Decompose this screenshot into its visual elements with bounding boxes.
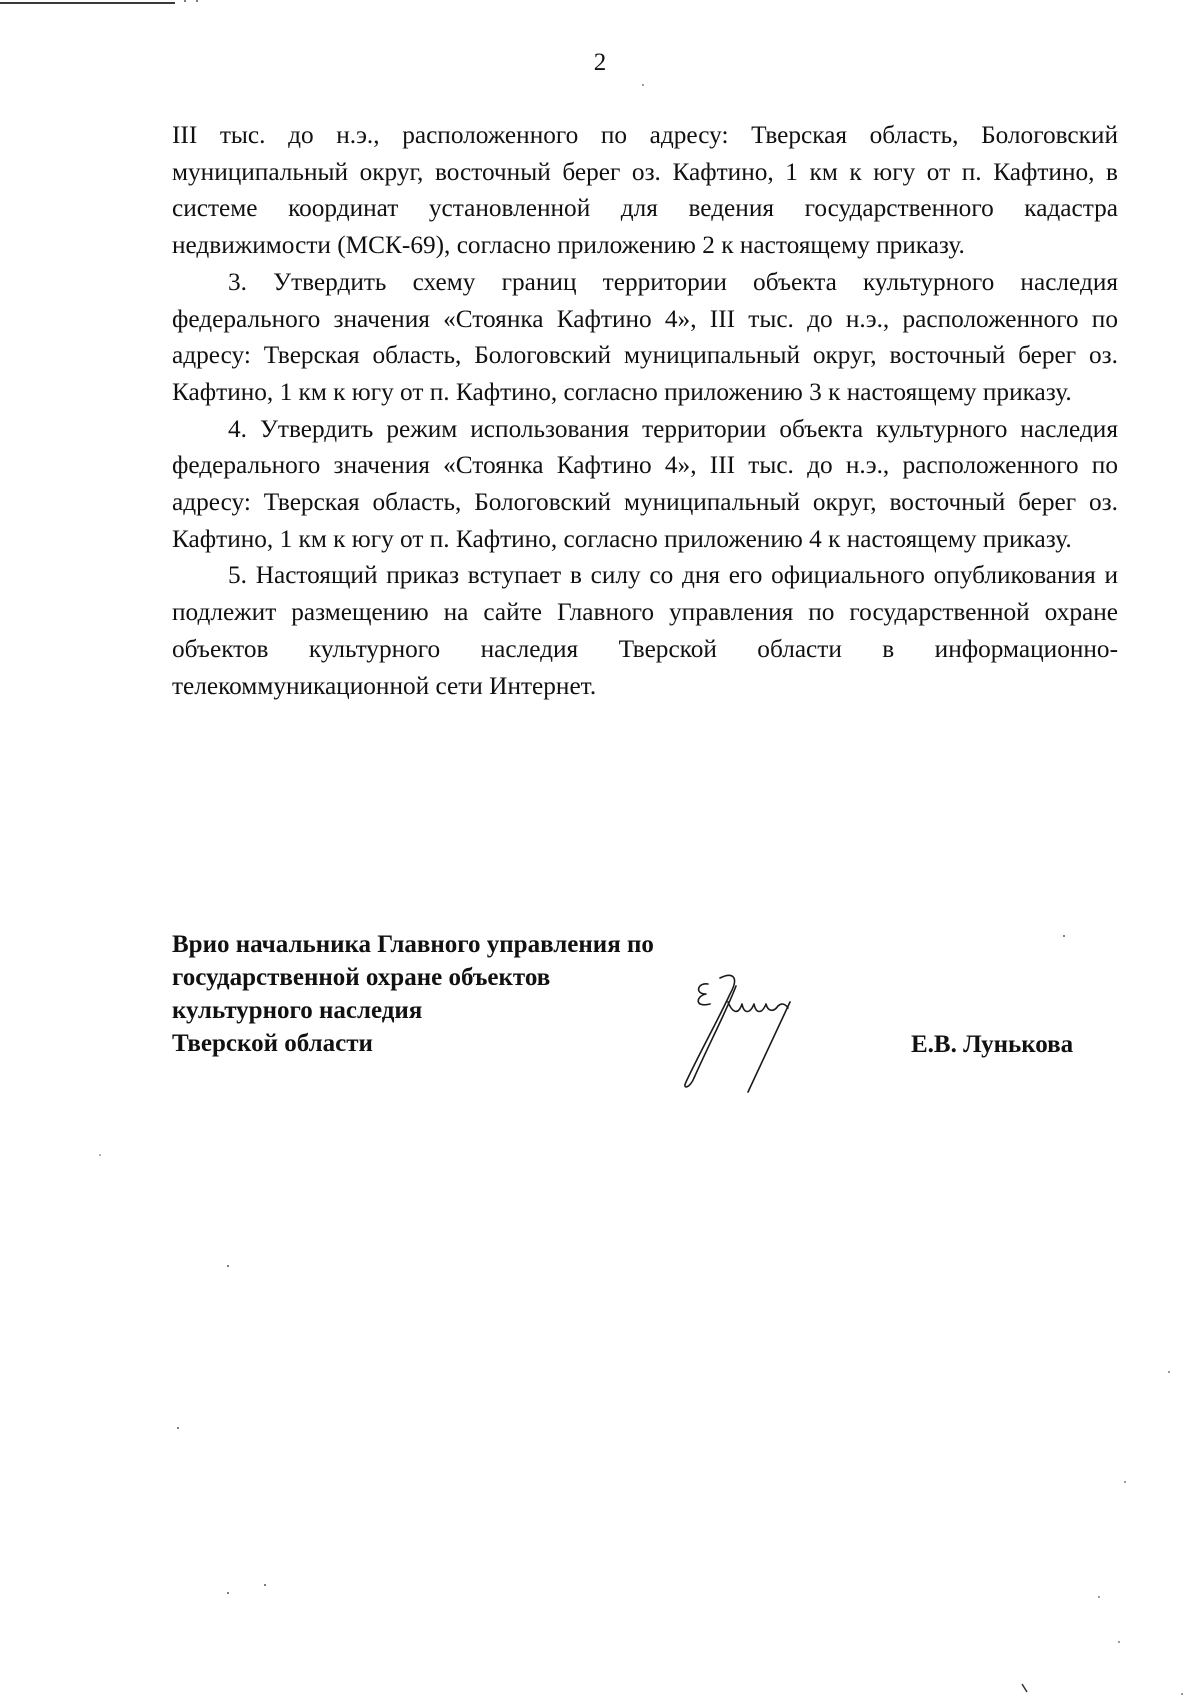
paragraph-3-boundary-scheme: 3. Утвердить схему границ территории объекта культурного наследия федерального значения «Стоянка Кафтино 4», III тыс. до н.э., расположенного по адресу: Тверская область, Бологовский муниципальный округ, восточный берег оз. Кафтино, 1 км к югу от п. Кафтино, согласно приложению 3 к настоящему приказу.: [172, 267, 1118, 406]
signatory-position-line: государственной охране объектов: [172, 964, 551, 991]
handwritten-signature-icon: [680, 972, 860, 1104]
signatory-name: Е.В. Лунькова: [911, 1031, 1074, 1058]
signatory-position-line: Тверской области: [172, 1030, 373, 1057]
signatory-position-line: Врио начальника Главного управления по: [172, 931, 654, 958]
paragraph-5-entry-into-force: 5. Настоящий приказ вступает в силу со дня его официального опубликования и подлежит размещению на сайте Главного управления по государственной охране объектов культурного наследия Тверской области в информационно-телекоммуникационной сети Интернет.: [172, 561, 1118, 700]
paragraph-4-usage-regime: 4. Утвердить режим использования территории объекта культурного наследия федерального значения «Стоянка Кафтино 4», III тыс. до н.э., расположенного по адресу: Тверская область, Бологовский муниципальный округ, восточный берег оз. Кафтино, 1 км к югу от п. Кафтино, согласно приложению 4 к настоящему приказу.: [172, 414, 1118, 553]
scan-edge-line: [0, 2, 175, 4]
page-number: 2: [593, 49, 607, 76]
signatory-position-line: культурного наследия: [172, 997, 423, 1024]
document-body: [172, 117, 1118, 704]
signatory-position: [172, 928, 654, 1060]
paragraph-continuation: III тыс. до н.э., расположенного по адресу: Тверская область, Бологовский муниципальный округ, восточный берег оз. Кафтино, 1 км к югу от п. Кафтино, в системе координат установленной для ведения государственного кадастра недвижимости (МСК-69), согласно приложению 2 к настоящему приказу.: [172, 121, 1118, 260]
